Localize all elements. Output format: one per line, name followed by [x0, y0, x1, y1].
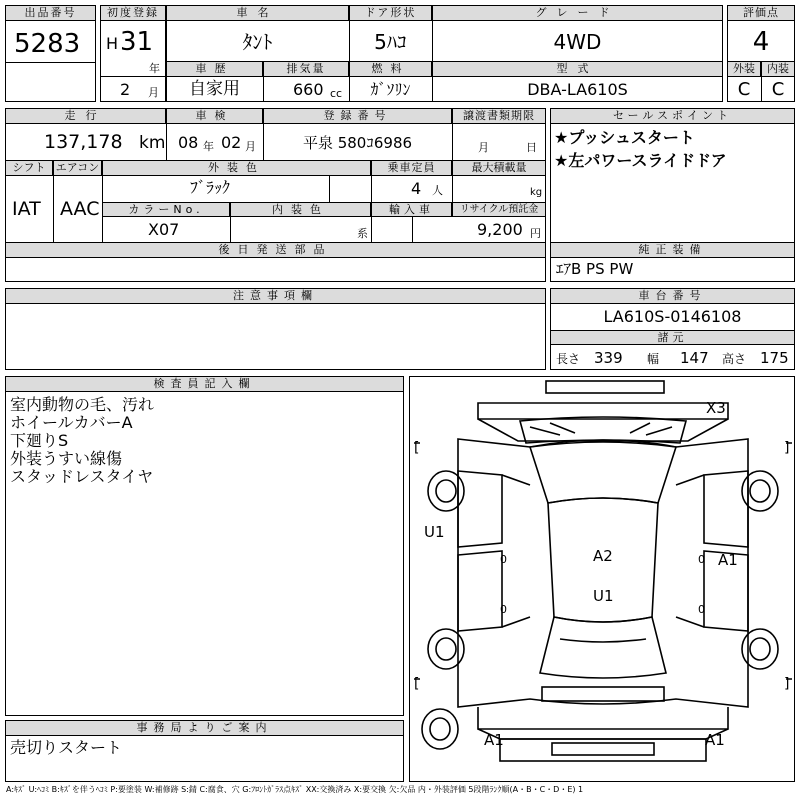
lot-no: 5283 — [14, 29, 81, 59]
interior-grade: C — [771, 79, 785, 100]
inspector-label: 検査員記入欄 — [5, 376, 404, 392]
damage-mark: A1 — [484, 731, 504, 749]
svg-text:0: 0 — [698, 553, 705, 566]
later-parts-label: 後日発送部品 — [5, 242, 546, 258]
load-label: 最大積載量 — [452, 160, 546, 176]
mileage-label: 走行 — [5, 108, 166, 124]
color-no-label: カラーNo. — [102, 202, 230, 217]
insp-month-unit: 月 — [245, 140, 256, 153]
color-label: 外装色 — [102, 160, 371, 176]
sales-point-item: ★左パワースライドドア — [554, 151, 727, 170]
length-label: 長さ — [556, 352, 581, 366]
lot-divider — [5, 62, 96, 63]
inspector-line: 外装うすい線傷 — [10, 449, 123, 468]
load-unit: kg — [530, 187, 543, 198]
width-label: 幅 — [647, 352, 660, 366]
spec-label: 諸元 — [550, 330, 795, 345]
divider — [412, 217, 413, 242]
car-name-label: 車名 — [166, 5, 349, 21]
color: ﾌﾞﾗｯｸ — [190, 178, 231, 197]
capacity-unit: 人 — [432, 184, 443, 197]
history: 自家用 — [189, 79, 240, 99]
bracket-mark: ] — [784, 440, 790, 456]
length: 339 — [594, 349, 623, 367]
recycle-label: リサイクル預託金 — [452, 202, 546, 217]
inspector-line: 室内動物の毛、汚れ — [10, 395, 155, 414]
capacity-label: 乗車定員 — [371, 160, 452, 176]
transfer-month: 月 — [478, 141, 489, 154]
office-label: 事務局よりご案内 — [5, 720, 404, 736]
transfer-day: 日 — [526, 141, 537, 154]
damage-mark: A1 — [718, 551, 738, 569]
damage-mark: U1 — [424, 523, 445, 541]
displacement-unit: cc — [330, 87, 343, 100]
score: 4 — [752, 27, 770, 57]
divider — [263, 61, 264, 102]
first-reg-label: 初度登録 — [100, 5, 166, 21]
capacity: 4 — [411, 179, 422, 198]
divider — [53, 160, 54, 242]
bracket-mark: [ — [414, 440, 420, 456]
divider — [452, 108, 453, 202]
inspector-line: スタッドレスタイヤ — [10, 467, 154, 486]
ac: AAC — [60, 198, 100, 220]
history-label: 車歴 — [166, 61, 263, 77]
mileage: 137,178 — [44, 131, 123, 153]
insp-year: 08 — [178, 133, 199, 152]
recycle-unit: 円 — [530, 227, 541, 240]
office-text: 売切りスタート — [10, 738, 123, 757]
height-label: 高さ — [722, 352, 747, 366]
first-reg-month: 2 — [120, 80, 131, 99]
first-reg-year: 31 — [120, 27, 154, 57]
divider — [166, 108, 167, 160]
door-type: 5ﾊｺ — [374, 30, 407, 54]
exterior-grade: C — [737, 79, 751, 100]
shift: IAT — [12, 198, 41, 220]
car-outline-drawing — [410, 377, 796, 783]
lot-no-label: 出品番号 — [5, 5, 96, 21]
damage-mark: A1 — [705, 731, 725, 749]
color-no: X07 — [148, 220, 180, 239]
interior-color-label: 内装色 — [230, 202, 371, 217]
insp-year-unit: 年 — [203, 140, 214, 153]
ac-label: エアコン — [53, 160, 102, 176]
bracket-mark: ] — [784, 676, 790, 692]
score-label: 評価点 — [727, 5, 795, 21]
model: DBA-LA610S — [527, 80, 628, 99]
grade: 4WD — [553, 30, 602, 54]
damage-mark: U1 — [593, 587, 614, 605]
bracket-mark: [ — [414, 676, 420, 692]
divider — [230, 202, 231, 242]
legend-footer: A:ｷｽﾞ U:ﾍｺﾐ B:ｷｽﾞを伴うﾍｺﾐ P:要塗装 W:補修跡 S:錆 C:腐食、穴 G:ﾌﾛﾝﾄｶﾞﾗｽ点ｷｽﾞ XX:交換済み X:要交換 欠:欠品 内・外装評価 5段階ﾗﾝｸ順(A・B・C・D・E) 1 — [6, 785, 584, 794]
svg-text:0: 0 — [698, 603, 705, 616]
sales-point-item: ★プッシュスタート — [554, 128, 695, 147]
chassis-label: 車台番号 — [550, 288, 795, 304]
transfer-label: 譲渡書類期限 — [452, 108, 546, 124]
height: 175 — [760, 349, 789, 367]
exterior-label: 外装 — [727, 61, 761, 77]
displacement-label: 排気量 — [263, 61, 349, 77]
reg-no-label: 登録番号 — [263, 108, 452, 124]
chassis-no: LA610S-0146108 — [603, 307, 742, 326]
displacement: 660 — [293, 80, 324, 99]
divider — [329, 176, 330, 202]
fuel: ｶﾞｿﾘﾝ — [370, 80, 411, 99]
sales-point-label: セールスポイント — [550, 108, 795, 124]
inspector-line: 下廻りS — [10, 431, 69, 450]
interior-color-unit: 系 — [357, 227, 368, 240]
first-reg-divider — [100, 76, 166, 77]
equipment-label: 純正装備 — [550, 242, 795, 258]
import-label: 輸入車 — [371, 202, 452, 217]
first-reg-year-unit: 年 — [149, 62, 160, 75]
damage-mark: X3 — [706, 399, 726, 417]
inspection-label: 車検 — [166, 108, 263, 124]
divider — [371, 160, 372, 242]
width: 147 — [680, 349, 709, 367]
divider — [263, 108, 264, 160]
reg-no: 平泉 580ｺ6986 — [302, 134, 413, 152]
inspector-line: ホイールカバーA — [10, 413, 133, 432]
equipment: ｴｱB PS PW — [556, 260, 634, 278]
recycle: 9,200 — [477, 220, 523, 239]
svg-text:0: 0 — [500, 603, 507, 616]
grade-label: グレード — [432, 5, 723, 21]
first-reg-era: H — [106, 34, 119, 53]
mileage-unit: km — [139, 133, 166, 153]
fuel-label: 燃料 — [349, 61, 432, 77]
notes-label: 注意事項欄 — [5, 288, 546, 304]
interior-label: 内装 — [761, 61, 795, 77]
car-name: ﾀﾝﾄ — [242, 30, 273, 54]
model-label: 型式 — [432, 61, 723, 77]
damage-mark: A2 — [593, 547, 613, 565]
insp-month: 02 — [221, 133, 242, 152]
car-diagram — [409, 376, 795, 782]
svg-text:0: 0 — [500, 553, 507, 566]
shift-label: シフト — [5, 160, 53, 176]
first-reg-month-unit: 月 — [148, 86, 159, 99]
divider — [102, 160, 103, 242]
door-label: ドア形状 — [349, 5, 432, 21]
